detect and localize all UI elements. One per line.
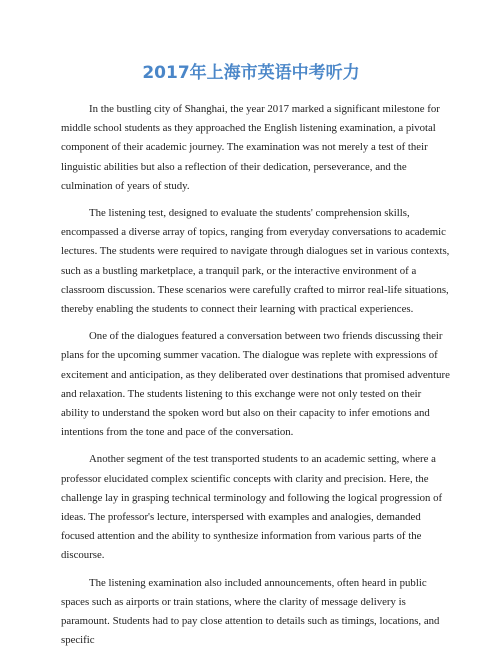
paragraph-2: The listening test, designed to evaluate the students' comprehension skills, encompassed a diverse array of topics, ranging from everyday conversations to academic lectures. The students were required to navigate through dialogues set in various contexts, such as a bustling marketplace, a tranquil park, or the interactive environment of a classroom discussion. These scenarios were carefully crafted to mirror real-life situations, thereby enabling the students to connect their learning with practical experiences. — [61, 207, 450, 316]
paragraph-1: In the bustling city of Shanghai, the year 2017 marked a significant milestone for middle school students as they approached the English listening examination, a pivotal component of their academic journey. The examination was not merely a test of their linguistic abilities but also a reflection of their dedication, perseverance, and the culmination of years of study. — [61, 103, 440, 192]
document-title: 2017年上海市英语中考听力 — [142, 63, 360, 83]
paragraph-3: One of the dialogues featured a conversation between two friends discussing their plans for the upcoming summer vacation. The dialogue was replete with expressions of excitement and anticipation, as they deliberated over destinations that promised adventure and relaxation. The students listening to this exchange were not only tested on their ability to understand the spoken word but also on their capacity to infer emotions and intentions from the tone and pace of the conversation. — [61, 330, 450, 439]
paragraph-5: The listening examination also included announcements, often heard in public spaces such as airports or train stations, where the clarity of message delivery is paramount. Students had to pay close attention to details such as timings, locations, and specific — [61, 576, 440, 647]
document-body — [61, 100, 451, 658]
paragraph-4: Another segment of the test transported students to an academic setting, where a professor elucidated complex scientific concepts with clarity and precision. Here, the challenge lay in grasping technical terminology and following the logical progression of ideas. The professor's lecture, interspersed with examples and analogies, demanded focused attention and the ability to synthesize information from various parts of the discourse. — [61, 453, 443, 562]
